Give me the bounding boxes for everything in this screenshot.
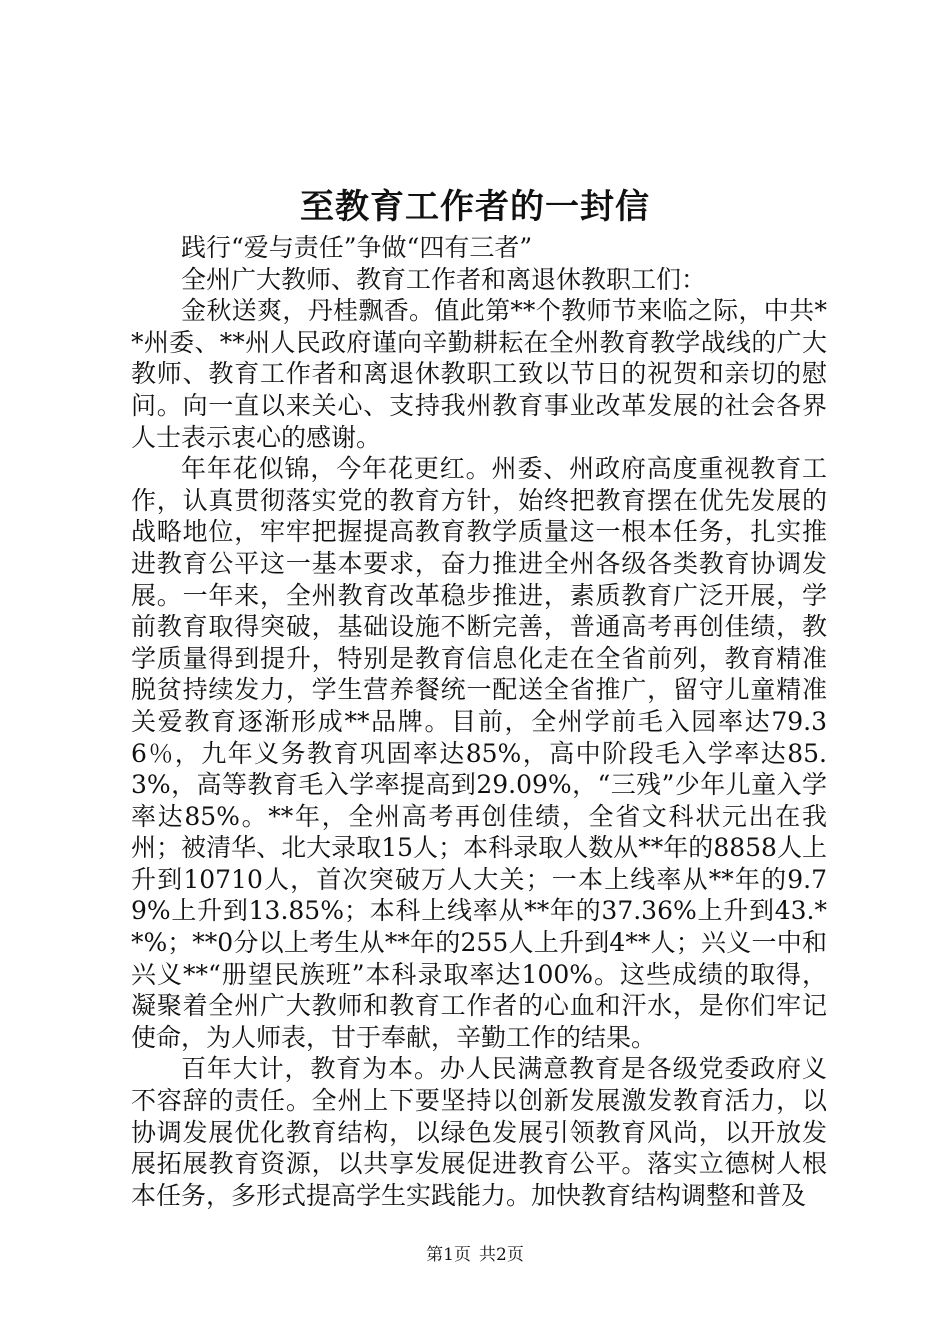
paragraph-salutation: 全州广大教师、教育工作者和离退休教职工们：: [181, 264, 707, 294]
page-number: 第1页: [426, 1245, 471, 1265]
paragraph-greeting: 金秋送爽，丹桂飘香。值此第**个教师节来临之际，中共**州委、**州人民政府谨向辛勤耕耘在全州教育教学战线的广大教师、教育工作者和离退休教职工致以节日的祝贺和亲切的慰问。向一直以来关心、支持我州教育事业改革发展的社会各界人士表示衷心的感谢。: [131, 296, 827, 452]
paragraph-subtitle: 践行“爱与责任”争做“四有三者”: [181, 233, 533, 262]
document-body: [131, 232, 827, 1211]
page-total: 共2页: [479, 1245, 524, 1265]
paragraph-achievements: 年年花似锦，今年花更红。州委、州政府高度重视教育工作，认真贯彻落实党的教育方针，始终把教育摆在优先发展的战略地位，牢牢把握提高教育教学质量这一根本任务，扎实推进教育公平这一基本要求，奋力推进全州各级各类教育协调发展。一年来，全州教育改革稳步推进，素质教育广泛开展，学前教育取得突破，基础设施不断完善，普通高考再创佳绩，教学质量得到提升，特别是教育信息化走在全省前列，教育精准脱贫持续发力，学生营养餐统一配送全省推广，留守儿童精准关爱教育逐渐形成**品牌。目前，全州学前毛入园率达79.36％，九年义务教育巩固率达85%，高中阶段毛入学率达85.3%，高等教育毛入学率提高到29.09%，“三残”少年儿童入学率达85%。**年，全州高考再创佳绩，全省文科状元出在我州；被清华、北大录取15人；本科录取人数从**年的8858人上升到10710人，首次突破万人大关；一本上线率从**年的9.79%上升到13.85%；本科上线率从**年的37.36%上升到43.**%；**0分以上考生从**年的255人上升到4**人；兴义一中和兴义**“册望民族班”本科录取率达100%。这些成绩的取得，凝聚着全州广大教师和教育工作者的心血和汗水，是你们牢记使命，为人师表，甘于奉献，辛勤工作的结果。: [131, 454, 827, 1052]
paragraph-goals: 百年大计，教育为本。办人民满意教育是各级党委政府义不容辞的责任。全州上下要坚持以创新发展激发教育活力，以协调发展优化教育结构，以绿色发展引领教育风尚，以开放发展拓展教育资源，以共享发展促进教育公平。落实立德树人根本任务，多形式提高学生实践能力。加快教育结构调整和普及: [131, 1054, 827, 1210]
page-footer: [0, 1244, 950, 1266]
document-title: 至教育工作者的一封信: [300, 187, 650, 227]
